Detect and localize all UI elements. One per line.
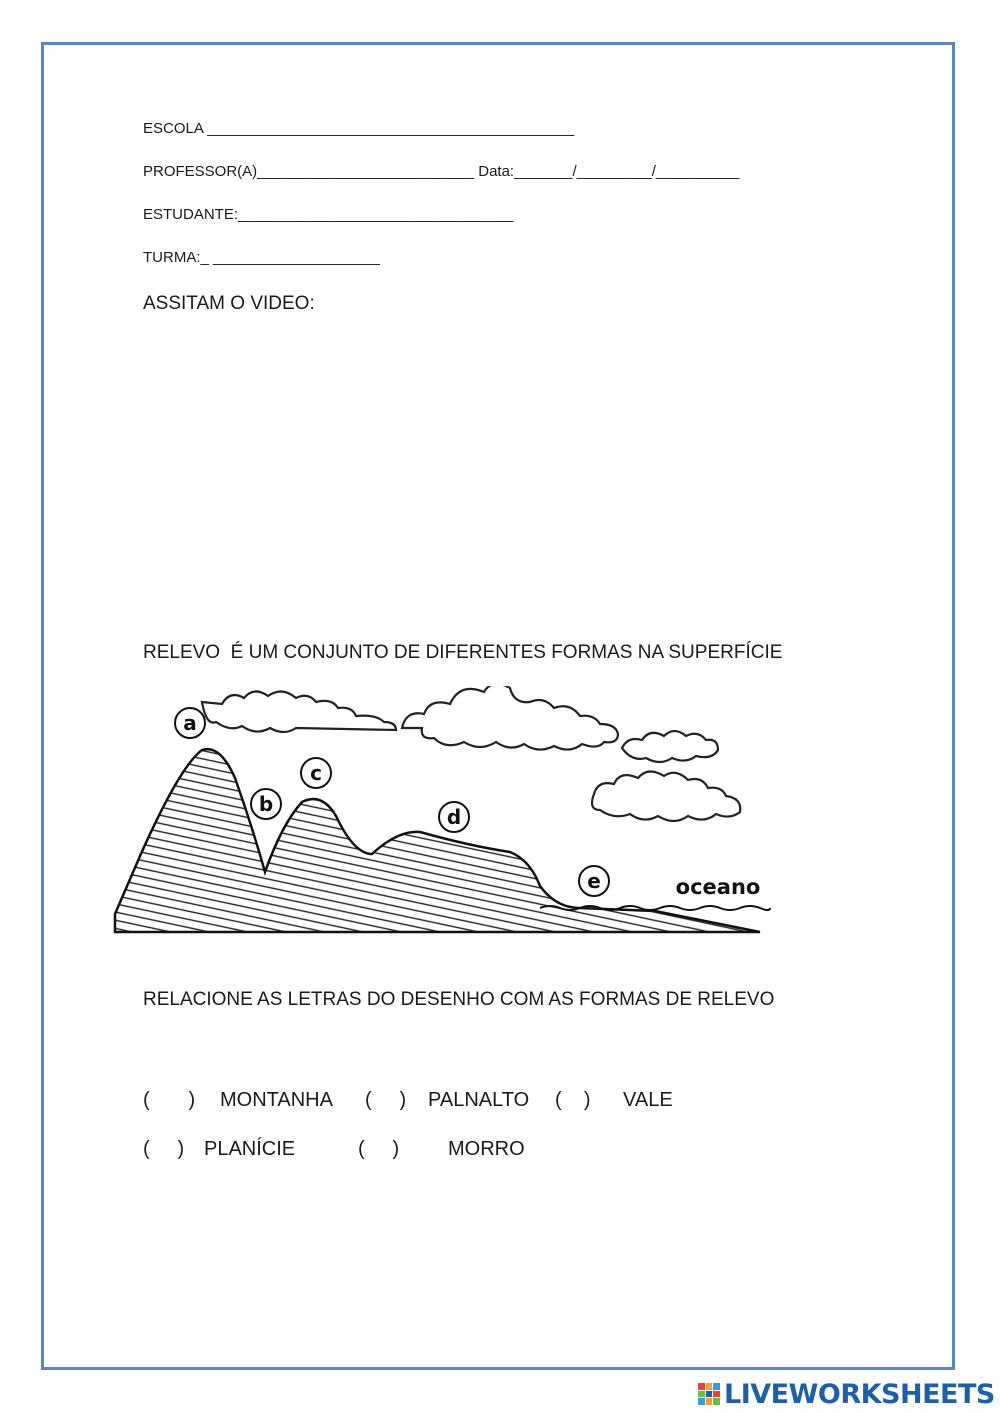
option-palnalto: PALNALTO bbox=[428, 1089, 530, 1111]
svg-text:b: b bbox=[258, 792, 274, 816]
label-a bbox=[175, 708, 205, 738]
label-d bbox=[439, 802, 469, 832]
label-b bbox=[251, 789, 281, 819]
answer-blank-vale[interactable]: ( ) bbox=[555, 1089, 591, 1111]
label-e bbox=[579, 866, 609, 896]
svg-text:d: d bbox=[446, 805, 462, 829]
answer-blank-planicie[interactable]: ( ) bbox=[143, 1138, 185, 1160]
clouds bbox=[202, 686, 740, 821]
brand-name: LIVEWORKSHEETS bbox=[724, 1378, 995, 1410]
teacher-date-field: PROFESSOR(A)__________________________ Data:_______/_________/__________ bbox=[143, 163, 740, 180]
matching-instruction: RELACIONE AS LETRAS DO DESENHO COM AS FORMAS DE RELEVO bbox=[143, 989, 775, 1010]
class-field: TURMA:_ ____________________ bbox=[143, 249, 380, 266]
option-planicie: PLANÍCIE bbox=[204, 1138, 296, 1160]
liveworksheets-footer[interactable] bbox=[698, 1377, 995, 1411]
relief-definition: RELEVO É UM CONJUNTO DE DIFERENTES FORMAS NA SUPERFÍCIE bbox=[143, 642, 783, 663]
answer-blank-morro[interactable]: ( ) bbox=[358, 1138, 400, 1160]
svg-text:c: c bbox=[310, 761, 322, 785]
label-c bbox=[301, 758, 331, 788]
option-vale: VALE bbox=[623, 1089, 673, 1111]
ocean-label: oceano bbox=[675, 875, 761, 899]
liveworksheets-logo-icon bbox=[698, 1383, 720, 1405]
option-montanha: MONTANHA bbox=[220, 1089, 333, 1111]
school-field: ESCOLA ____________________________________________ bbox=[143, 120, 575, 137]
answer-blank-montanha[interactable]: ( ) bbox=[143, 1089, 196, 1111]
student-field: ESTUDANTE:_________________________________ bbox=[143, 206, 514, 223]
option-morro: MORRO bbox=[448, 1138, 525, 1160]
watch-video-instruction: ASSITAM O VIDEO: bbox=[143, 293, 315, 314]
relief-diagram bbox=[110, 686, 775, 936]
svg-text:a: a bbox=[183, 711, 197, 735]
answer-blank-palnalto[interactable]: ( ) bbox=[365, 1089, 407, 1111]
svg-text:e: e bbox=[587, 869, 601, 893]
